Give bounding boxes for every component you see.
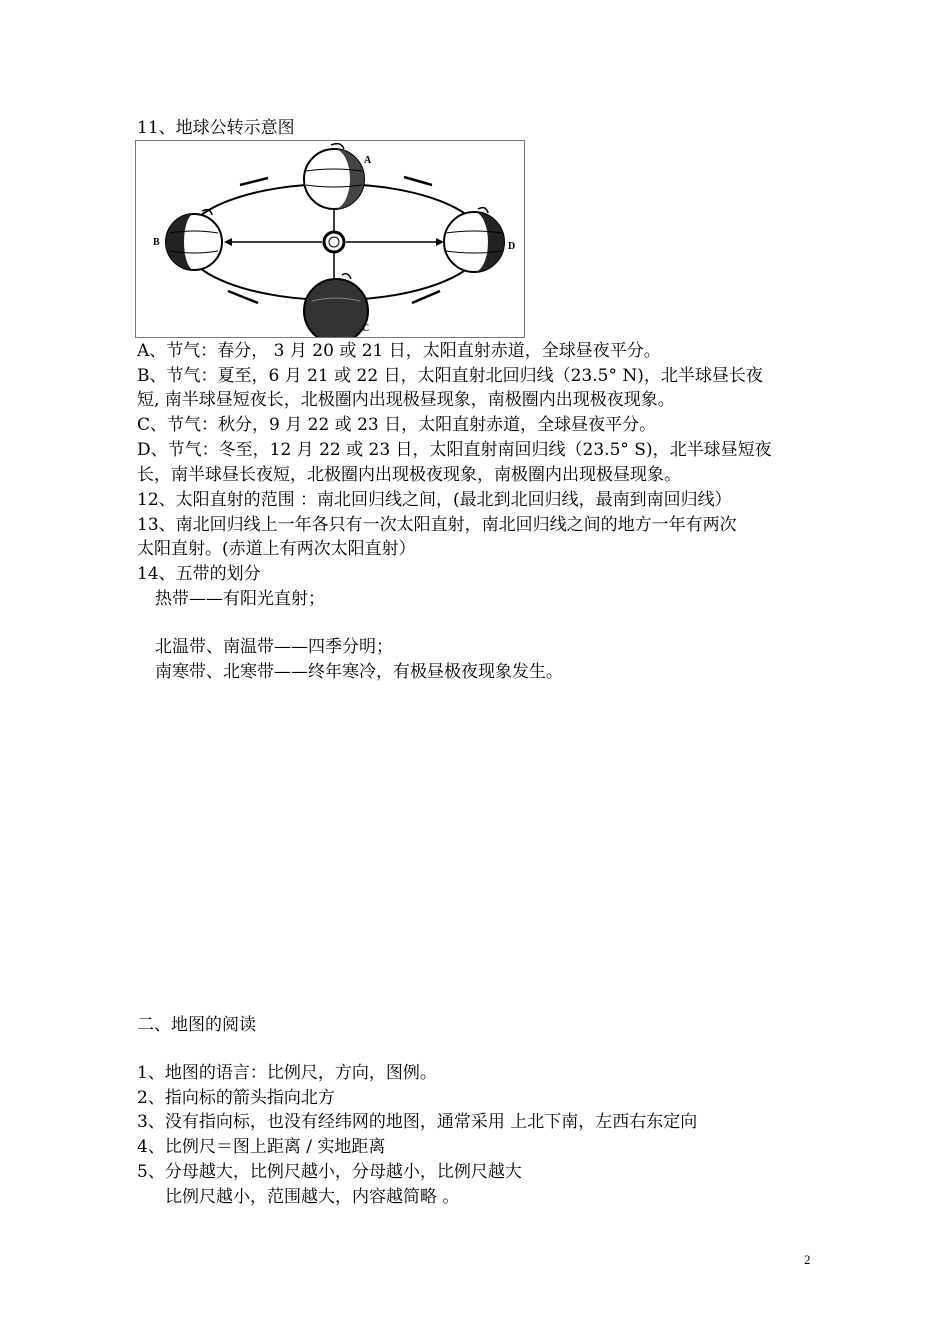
arrowhead (224, 238, 232, 246)
orbit-direction-mark (240, 178, 268, 185)
orbit-direction-mark (228, 291, 258, 303)
label-b: B (153, 237, 160, 248)
text-line: 长，南半球昼长夜短，北极圈内出现极夜现象，南极圈内出现极昼现象。 (137, 465, 681, 485)
text-line: 2、指向标的箭头指向北方 (137, 1088, 335, 1108)
text-line: C、节气：秋分，9 月 22 或 23 日，太阳直射赤道，全球昼夜平分。 (137, 415, 657, 435)
text-line: 14、五带的划分 (137, 564, 261, 584)
label-c: C (362, 323, 370, 334)
text-line: 1、地图的语言：比例尺，方向，图例。 (137, 1063, 437, 1083)
earth-position-c (304, 274, 368, 337)
zone-temperate: 北温带、南温带——四季分明； (155, 637, 393, 657)
text-line: 太阳直射。(赤道上有两次太阳直射） (137, 539, 416, 559)
earth-revolution-diagram (135, 140, 525, 338)
label-a: A (364, 155, 372, 166)
orbit-direction-mark (404, 177, 432, 185)
text-line: 比例尺越小，范围越大，内容越简略 。 (165, 1187, 460, 1207)
text-line: 5、分母越大，比例尺越小，分母越小，比例尺越大 (137, 1162, 522, 1182)
text-line: 4、比例尺＝图上距离 / 实地距离 (137, 1137, 386, 1157)
zone-tropical: 热带——有阳光直射； (155, 589, 325, 609)
arrowhead (436, 238, 444, 246)
orbit-direction-mark (412, 291, 440, 303)
text-line: 短, 南半球昼短夜长，北极圈内出现极昼现象，南极圈内出现极夜现象。 (137, 390, 675, 410)
earth-position-d (444, 208, 504, 272)
label-d: D (508, 241, 516, 252)
section-heading-map-reading: 二、地图的阅读 (137, 1015, 256, 1035)
text-line: 12、太阳直射的范围 ：南北回归线之间，(最北到北回归线，最南到南回归线） (137, 490, 732, 510)
earth-position-b (166, 210, 222, 270)
text-line: 3、没有指向标，也没有经纬网的地图，通常采用 上北下南，左西右东定向 (137, 1112, 698, 1132)
section-heading-earth-revolution: 11、地球公转示意图 (137, 118, 295, 138)
zone-frigid: 南寒带、北寒带——终年寒冷，有极昼极夜现象发生。 (155, 662, 563, 682)
earth-position-a (304, 144, 364, 209)
text-line: A、节气：春分， 3 月 20 或 21 日，太阳直射赤道，全球昼夜平分。 (137, 341, 661, 361)
text-line: 13、南北回归线上一年各只有一次太阳直射，南北回归线之间的地方一年有两次 (137, 515, 737, 535)
text-line: D、节气：冬至，12 月 22 或 23 日，太阳直射南回归线（23.5° S)，北半球昼短夜 (137, 440, 772, 460)
text-line: B、节气：夏至，6 月 21 或 22 日，太阳直射北回归线（23.5° N)，北半球昼长夜 (137, 366, 763, 386)
page-number: 2 (804, 1252, 811, 1267)
sun-icon (324, 232, 344, 252)
